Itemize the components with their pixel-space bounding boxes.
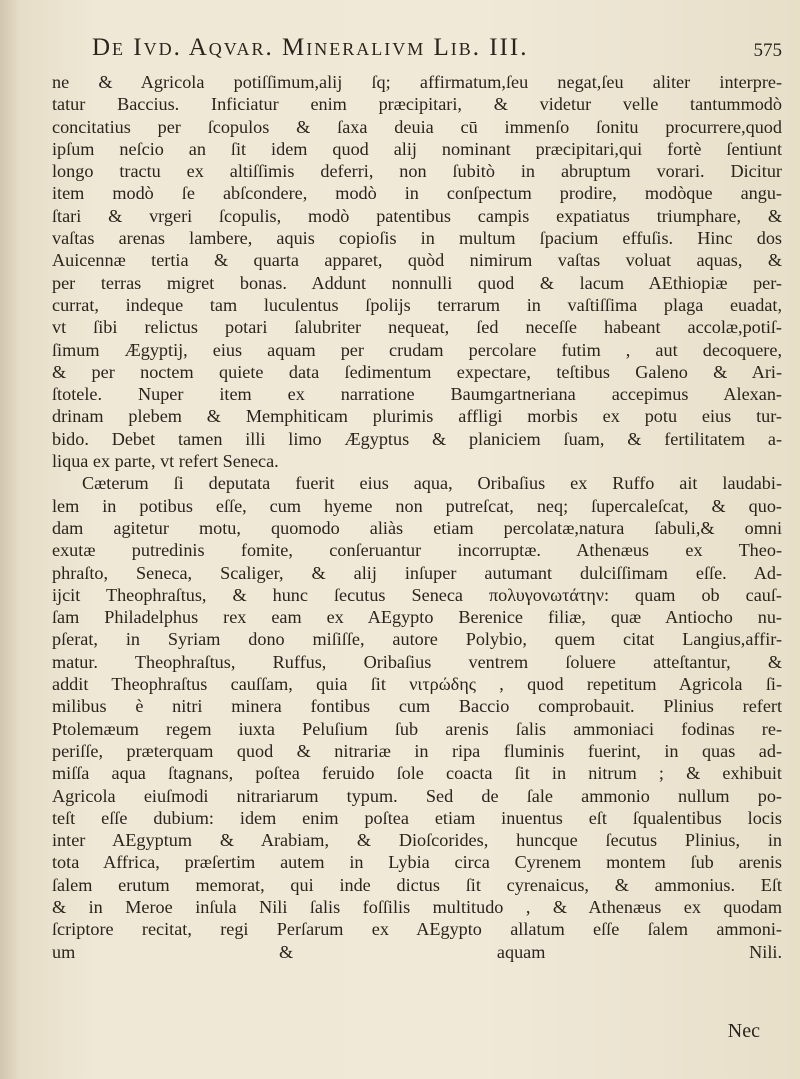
body-text xyxy=(52,71,782,963)
text-line: currat, indeque tam luculentus ſpolijs terrarum in vaſtiſſima plaga euadat, xyxy=(52,294,782,315)
text-line: longo tractu ex altiſſimis deferri, non ſubitò in abruptum vorari. Dicitur xyxy=(52,161,782,182)
text-line: periſſe, præterquam quod & nitrariæ in ripa fluminis fuerint, in quas ad- xyxy=(52,740,782,761)
text-line: phraſto, Seneca, Scaliger, & alij inſuper autumant dulciſſimam eſſe. Ad- xyxy=(52,562,782,583)
text-line: addit Theophraſtus cauſſam, quia ſit νιτρώδης , quod repetitum Agricola ſi- xyxy=(52,674,782,695)
text-line: dam agitetur motu, quomodo aliàs etiam percolatæ,natura ſabuli,& omni xyxy=(52,517,782,538)
page-header xyxy=(92,34,782,74)
text-line: ſimum Ægyptij, eius aquam per crudam percolare futim , aut decoquere, xyxy=(52,339,782,360)
text-line: Ptolemæum regem iuxta Peluſium ſub arenis ſalis ammoniaci fodinas re- xyxy=(52,718,782,739)
page-number: 575 xyxy=(753,40,782,61)
text-line: pſerat, in Syriam dono miſiſſe, autore Polybio, quem citat Langius,affir- xyxy=(52,629,782,650)
text-line: vaſtas arenas lambere, aquis copioſis in multum ſpacium effuſis. Hinc dos xyxy=(52,228,782,249)
text-line: Auicennæ tertia & quarta apparet, quòd nimirum vaſtas voluat aquas, & xyxy=(52,250,782,271)
text-line: liqua ex parte, vt refert Seneca. xyxy=(52,451,279,472)
text-line: tatur Baccius. Inficiatur enim præcipitari, & videtur velle tantummodò xyxy=(52,94,782,115)
text-line: miſſa aqua ſtagnans, poſtea feruido ſole coacta ſit in nitrum ; & exhibuit xyxy=(52,763,782,784)
text-line: ſtari & vrgeri ſcopulis, modò patentibus campis expatiatus triumphare, & xyxy=(52,205,782,226)
text-line: um & aquam Nili. xyxy=(52,941,782,962)
catchword: Nec xyxy=(727,1020,760,1042)
text-line: ſtotele. Nuper item ex narratione Baumgartneriana accepimus Alexan- xyxy=(52,384,782,405)
text-line: ne & Agricola potiſſimum,alij ſq; affirmatum,ſeu negat,ſeu aliter interpre- xyxy=(52,72,782,92)
text-line: inter AEgyptum & Arabiam, & Dioſcorides, huncque ſecutus Plinius, in xyxy=(52,830,782,851)
text-line: bido. Debet tamen illi limo Ægyptus & planiciem ſuam, & fertilitatem a- xyxy=(52,428,782,449)
text-line: concitatius per ſcopulos & ſaxa deuia cū immenſo ſonitu procurrere,quod xyxy=(52,116,782,137)
text-line: Agricola eiuſmodi nitrariarum typum. Sed de ſale ammonio nullum po- xyxy=(52,785,782,806)
running-head: De Ivd. Aqvar. Mineralivm Lib. III. xyxy=(92,34,529,61)
text-line: ſalem erutum memorat, qui inde dictus ſit cyrenaicus, & ammonius. Eſt xyxy=(52,874,782,895)
text-line: drinam plebem & Memphiticam plurimis affligi morbis ex potu eius tur- xyxy=(52,406,782,427)
text-line: tota Affrica, præſertim autem in Lybia circa Cyrenem montem ſub arenis xyxy=(52,852,782,873)
page-edge-shadow xyxy=(0,0,20,1079)
text-line: & in Meroe inſula Nili ſalis foſſilis multitudo , & Athenæus ex quodam xyxy=(52,896,782,917)
text-line: item modò ſe abſcondere, modò in conſpectum prodire, modòque angu- xyxy=(52,183,782,204)
text-line: ſcriptore recitat, regi Perſarum ex AEgypto allatum eſſe ſalem ammoni- xyxy=(52,919,782,940)
text-line: ijcit Theophraſtus, & hunc ſecutus Seneca πολυγονωτάτην: quam ob cauſ- xyxy=(52,584,782,605)
text-line: Cæterum ſi deputata fuerit eius aqua, Oribaſius ex Ruffo ait laudabi- xyxy=(82,473,782,494)
text-line: milibus è nitri minera fontibus cum Baccio comprobauit. Plinius refert xyxy=(52,696,782,717)
text-line: ſam Philadelphus rex eam ex AEgypto Berenice filiæ, quæ Antiocho nu- xyxy=(52,607,782,628)
text-line: & per noctem quiete data ſedimentum expectare, teſtibus Galeno & Ari- xyxy=(52,361,782,382)
text-line: ipſum neſcio an ſit idem quod alij nominant præcipitari,qui fortè ſentiunt xyxy=(52,138,782,159)
text-line: per terras migret bonas. Addunt nonnulli quod & lacum AEthiopiæ per- xyxy=(52,272,782,293)
text-line: lem in potibus eſſe, cum hyeme non putreſcat, neq; ſupercaleſcat, & quo- xyxy=(52,495,782,516)
text-line: vt ſibi relictus potari ſalubriter nequeat, ſed neceſſe habeant accolæ,potiſ- xyxy=(52,317,782,338)
text-line: matur. Theophraſtus, Ruffus, Oribaſius ventrem ſoluere atteſtantur, & xyxy=(52,651,782,672)
text-line: exutæ putredinis fomite, conſeruantur incorruptæ. Athenæus ex Theo- xyxy=(52,540,782,561)
text-line: teſt eſſe dubium: idem enim poſtea etiam inuentus eſt ſqualentibus locis xyxy=(52,807,782,828)
